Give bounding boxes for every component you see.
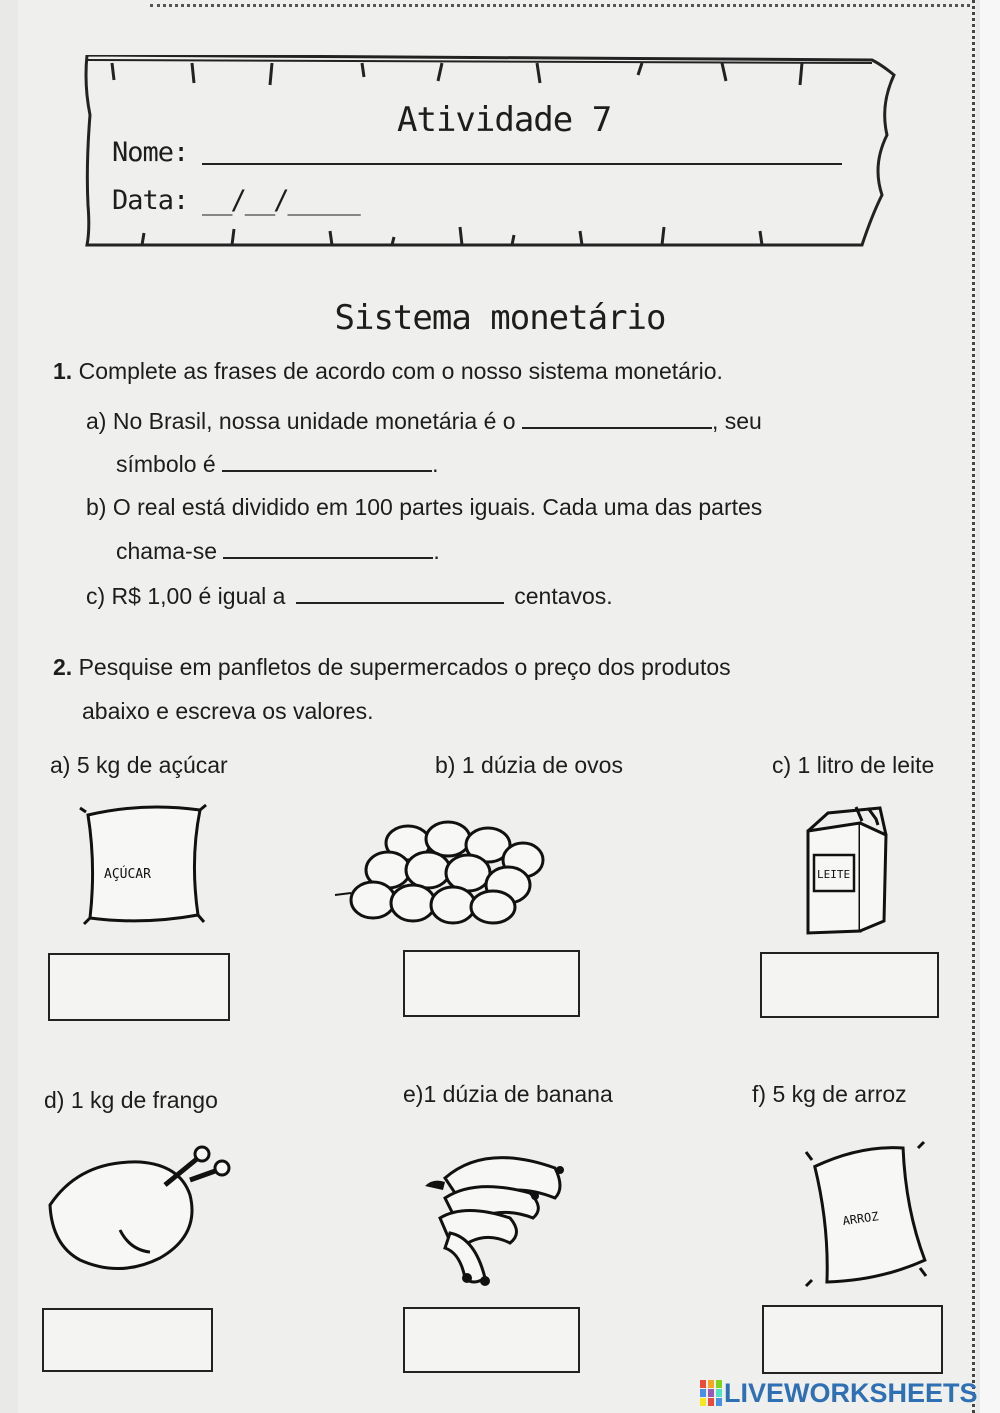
q1c-text-end: centavos. (514, 583, 613, 609)
answer-box-arroz[interactable] (762, 1305, 943, 1374)
data-field[interactable]: __/__/_____ (202, 185, 359, 216)
banana-bunch-icon (415, 1138, 575, 1293)
q1a-blank-unit[interactable] (522, 407, 712, 429)
q1c-text-start: c) R$ 1,00 é igual a (86, 583, 286, 609)
product-label-banana: e)1 dúzia de banana (403, 1081, 613, 1107)
q1b-blank[interactable] (223, 537, 433, 559)
q1b-text: chama-se (116, 538, 217, 564)
q1c-line (86, 582, 613, 611)
nome-label: Nome: (112, 137, 189, 168)
q1a-text-start: a) No Brasil, nossa unidade monetária é o (86, 408, 516, 434)
q1b-end: . (433, 538, 440, 564)
product-label-acucar: a) 5 kg de açúcar (50, 752, 228, 778)
q1a-line1 (86, 407, 762, 436)
q1a-line2 (116, 450, 439, 479)
answer-box-ovos[interactable] (403, 950, 580, 1017)
product-label-leite: c) 1 litro de leite (772, 752, 935, 778)
rice-bag-icon (800, 1140, 930, 1295)
product-label-frango: d) 1 kg de frango (44, 1087, 218, 1113)
answer-box-frango[interactable] (42, 1308, 213, 1372)
header-frame (82, 55, 897, 250)
data-label: Data: (112, 185, 189, 216)
top-perforation (150, 4, 970, 7)
rice-bag-text: ARROZ (841, 1209, 880, 1229)
section-title: Sistema monetário (334, 298, 666, 338)
answer-box-leite[interactable] (760, 952, 939, 1018)
q1b-line1: b) O real está dividido em 100 partes iguais. Cada uma das partes (86, 494, 763, 520)
sugar-bag-icon (78, 800, 208, 935)
logo-mark-icon (700, 1380, 722, 1406)
scroll-border (82, 55, 897, 250)
logo-text: LIVEWORKSHEETS (724, 1378, 978, 1408)
chicken-icon (40, 1140, 240, 1285)
sugar-bag-text: AÇÚCAR (104, 867, 151, 882)
liveworksheets-logo (700, 1378, 978, 1409)
activity-title: Atividade 7 (397, 100, 612, 140)
q2-line2: abaixo e escreva os valores. (82, 698, 374, 724)
q1-text: Complete as frases de acordo com o nosso sistema monetário. (78, 358, 723, 384)
milk-carton-text: LEITE (817, 868, 851, 881)
q1-statement (53, 358, 723, 386)
page-edge (980, 0, 1000, 1413)
q1a-blank-symbol[interactable] (222, 450, 432, 472)
product-label-arroz: f) 5 kg de arroz (752, 1081, 907, 1107)
q2-line1 (53, 654, 731, 682)
answer-box-banana[interactable] (403, 1307, 580, 1373)
milk-carton-icon (798, 803, 898, 943)
answer-box-acucar[interactable] (48, 953, 230, 1021)
nome-field[interactable] (202, 163, 842, 165)
q1a-symbol-text: símbolo é (116, 451, 216, 477)
q1a-text-end: , seu (711, 408, 762, 434)
q2-text: Pesquise em panfletos de supermercados o preço dos produtos (78, 654, 731, 680)
q1b-line2 (116, 537, 440, 566)
product-label-ovos: b) 1 dúzia de ovos (435, 752, 623, 778)
q2-number: 2. (53, 654, 73, 680)
right-perforation (972, 0, 975, 1413)
q1c-blank[interactable] (296, 582, 504, 604)
q1-number: 1. (53, 358, 73, 384)
q1a-symbol-end: . (432, 451, 439, 477)
eggs-icon (333, 815, 558, 930)
